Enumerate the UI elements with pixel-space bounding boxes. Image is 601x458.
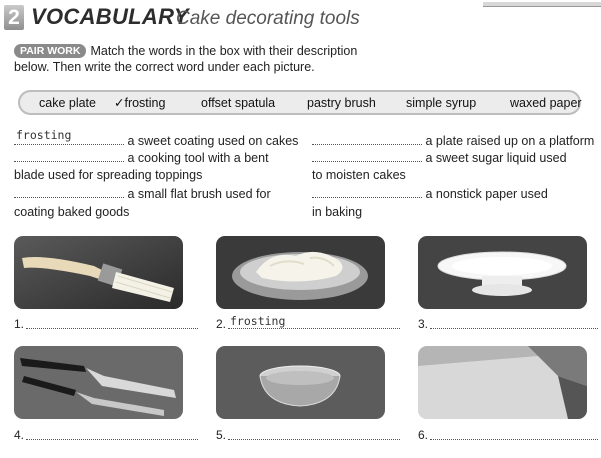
- waxed-paper-photo: [418, 346, 587, 419]
- answer-line-5[interactable]: [228, 439, 400, 440]
- section-header: [0, 2, 601, 32]
- picture-label-5: 5.: [216, 428, 226, 443]
- description-3: a small flat brush used for: [14, 186, 271, 202]
- picture-label-2: 2. frosting: [216, 317, 226, 332]
- answer-blank-2[interactable]: [14, 150, 124, 162]
- pastry-brush-photo: [14, 236, 183, 309]
- word-box: [18, 90, 581, 115]
- word-frosting: ✓frosting: [114, 96, 166, 110]
- answer-frosting-handwritten: frosting: [16, 128, 72, 142]
- answer-blank-4[interactable]: [312, 133, 422, 145]
- syrup-bowl-photo: [216, 346, 385, 419]
- section-title: VOCABULARY: [31, 4, 189, 29]
- description-6-cont: in baking: [312, 205, 363, 219]
- offset-spatula-photo: [14, 346, 183, 419]
- answer-blank-3[interactable]: [14, 186, 124, 198]
- answer-line-2[interactable]: [228, 328, 400, 329]
- answer-blank-5[interactable]: [312, 150, 422, 162]
- cake-plate-photo: [418, 236, 587, 309]
- picture-label-6: 6.: [418, 428, 428, 443]
- description-2-cont: blade used for spreading toppings: [14, 168, 203, 182]
- word-cake-plate: cake plate: [39, 96, 96, 110]
- answer-line-6[interactable]: [430, 439, 598, 440]
- answer-2-handwritten: frosting: [230, 314, 286, 328]
- pair-work-badge: PAIR WORK: [14, 44, 86, 58]
- background-bleed-text: [380, 54, 384, 72]
- answer-line-3[interactable]: [430, 328, 598, 329]
- section-number-badge: 2: [4, 5, 24, 30]
- instructions-line1: Match the words in the box with their description: [90, 44, 358, 58]
- description-2: a cooking tool with a bent: [14, 150, 269, 166]
- instructions: [14, 43, 374, 75]
- section-subtitle: Cake decorating tools: [176, 8, 360, 29]
- description-5-cont: to moisten cakes: [312, 168, 406, 182]
- instructions-line2: below. Then write the correct word under each picture.: [14, 60, 315, 74]
- frosting-bowl-photo: [216, 236, 385, 309]
- word-waxed-paper: waxed paper: [510, 96, 582, 110]
- answer-blank-6[interactable]: [312, 186, 422, 198]
- description-4: a plate raised up on a platform: [312, 133, 594, 149]
- answer-line-4[interactable]: [26, 439, 198, 440]
- word-pastry-brush: pastry brush: [307, 96, 376, 110]
- word-simple-syrup: simple syrup: [406, 96, 477, 110]
- word-offset-spatula: offset spatula: [201, 96, 276, 110]
- answer-line-1[interactable]: [26, 328, 198, 329]
- description-6: a nonstick paper used: [312, 186, 548, 202]
- picture-label-1: 1.: [14, 317, 24, 332]
- description-5: a sweet sugar liquid used: [312, 150, 567, 166]
- picture-label-4: 4.: [14, 428, 24, 443]
- description-1: a sweet coating used on cakes: [14, 133, 298, 149]
- header-corner-bar: [483, 2, 601, 7]
- description-3-cont: coating baked goods: [14, 205, 130, 219]
- answer-blank-1[interactable]: [14, 133, 124, 145]
- picture-label-3: 3.: [418, 317, 428, 332]
